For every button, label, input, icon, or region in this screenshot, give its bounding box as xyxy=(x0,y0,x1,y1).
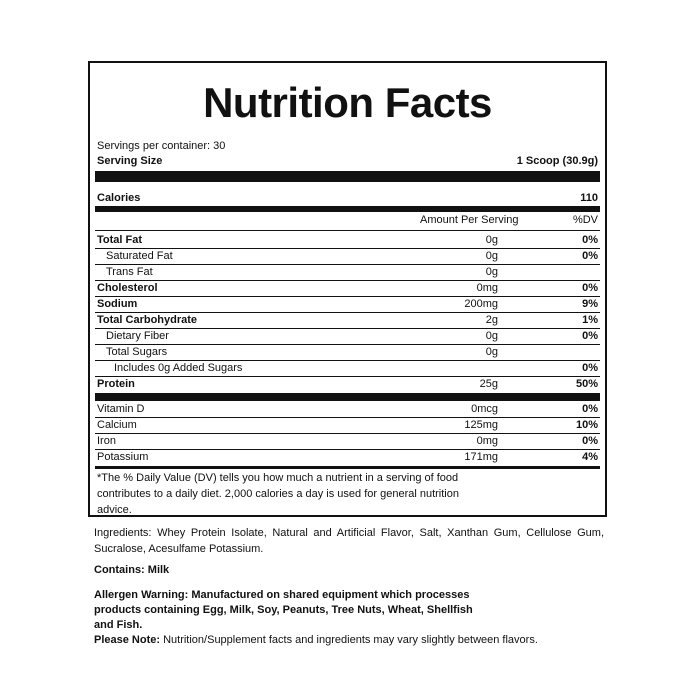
nutrient-amount: 0g xyxy=(485,234,498,246)
serving-size-label: Serving Size xyxy=(97,155,163,167)
nutrient-amount: 0g xyxy=(485,250,498,262)
nutrient-row-total-fat xyxy=(97,233,598,248)
vitamin-dv: 10% xyxy=(575,419,598,431)
nutrition-facts-panel xyxy=(88,61,607,517)
nutrient-dv: 0% xyxy=(582,250,598,262)
nutrient-name: Total Fat xyxy=(97,234,143,246)
thick-divider xyxy=(95,393,600,401)
nutrient-dv: 0% xyxy=(582,282,598,294)
vitamin-name: Iron xyxy=(97,435,116,447)
vitamin-name: Vitamin D xyxy=(97,403,145,415)
nutrient-dv: 0% xyxy=(582,362,598,374)
nutrient-dv: 9% xyxy=(582,298,598,310)
please-note-label: Please Note: xyxy=(94,634,161,646)
nutrient-amount: 2g xyxy=(485,314,498,326)
serving-size-row xyxy=(97,155,598,167)
nutrient-name: Protein xyxy=(97,378,135,390)
dv-header: %DV xyxy=(572,214,598,226)
vitamin-dv: 0% xyxy=(582,435,598,447)
nutrient-row-protein xyxy=(97,377,598,392)
nutrient-name: Total Carbohydrate xyxy=(97,314,198,326)
label-title: Nutrition Facts xyxy=(203,79,492,126)
nutrient-name: Total Sugars xyxy=(106,346,168,358)
nutrient-row-total-sugars xyxy=(97,345,598,360)
nutrient-row-total-carbohydrate xyxy=(97,313,598,328)
please-note-text: Nutrition/Supplement facts and ingredients may vary slightly between flavors. xyxy=(160,634,538,646)
vitamin-amount: 171mg xyxy=(464,451,498,463)
vitamin-name: Calcium xyxy=(97,419,137,431)
vitamin-dv: 4% xyxy=(582,451,598,463)
nutrient-name: Trans Fat xyxy=(106,266,153,278)
nutrient-amount: 0mg xyxy=(476,282,498,294)
divider xyxy=(95,230,600,231)
nutrient-row-saturated-fat xyxy=(97,249,598,264)
medium-divider xyxy=(95,466,600,469)
daily-value-footnote: *The % Daily Value (DV) tells you how much a nutrient in a serving of food contributes to a daily diet. 2,000 calories a day is used for general nutrition advice. xyxy=(97,472,459,516)
nutrient-row-trans-fat xyxy=(97,265,598,280)
nutrient-dv: 50% xyxy=(575,378,598,390)
ingredients-text: Ingredients: Whey Protein Isolate, Natural and Artificial Flavor, Salt, Xanthan Gum, Cellulose Gum, Sucralose, Acesulfame Potassium. xyxy=(94,527,604,555)
amount-per-serving-header: Amount Per Serving xyxy=(420,214,519,226)
nutrient-row-sodium xyxy=(97,297,598,312)
nutrient-amount: 0g xyxy=(485,346,498,358)
thick-divider xyxy=(95,171,600,182)
nutrient-dv: 0% xyxy=(582,330,598,342)
vitamin-row-potassium xyxy=(97,450,598,465)
please-note xyxy=(94,633,538,648)
vitamin-dv: 0% xyxy=(582,403,598,415)
nutrient-row-dietary-fiber xyxy=(97,329,598,344)
nutrient-name: Includes 0g Added Sugars xyxy=(114,362,243,374)
vitamin-row-iron xyxy=(97,434,598,449)
nutrient-dv: 1% xyxy=(582,314,598,326)
nutrient-amount: 0g xyxy=(485,330,498,342)
nutrient-amount: 0g xyxy=(485,266,498,278)
nutrient-dv: 0% xyxy=(582,234,598,246)
nutrient-name: Sodium xyxy=(97,298,138,310)
calories-value: 110 xyxy=(580,192,598,204)
medium-divider xyxy=(95,206,600,212)
nutrient-row-added-sugars xyxy=(97,361,598,376)
calories-label: Calories xyxy=(97,192,141,204)
vitamin-amount: 125mg xyxy=(464,419,498,431)
nutrient-name: Cholesterol xyxy=(97,282,158,294)
vitamin-name: Potassium xyxy=(97,451,149,463)
contains-text: Contains: Milk xyxy=(94,564,170,576)
vitamin-row-vitamin-d xyxy=(97,402,598,417)
nutrient-name: Dietary Fiber xyxy=(106,330,169,342)
vitamin-row-calcium xyxy=(97,418,598,433)
allergen-warning: Allergen Warning: Manufactured on shared equipment which processes products containing Egg, Milk, Soy, Peanuts, Tree Nuts, Wheat, Shellfish and Fish. xyxy=(94,589,473,631)
vitamin-amount: 0mg xyxy=(476,435,498,447)
servings-per-container: Servings per container: 30 xyxy=(97,140,226,152)
nutrient-amount: 200mg xyxy=(464,298,498,310)
vitamin-amount: 0mcg xyxy=(471,403,498,415)
calories-row xyxy=(97,192,598,204)
serving-size-value: 1 Scoop (30.9g) xyxy=(516,155,598,167)
nutrient-name: Saturated Fat xyxy=(106,250,173,262)
nutrient-row-cholesterol xyxy=(97,281,598,296)
nutrient-amount: 25g xyxy=(479,378,498,390)
